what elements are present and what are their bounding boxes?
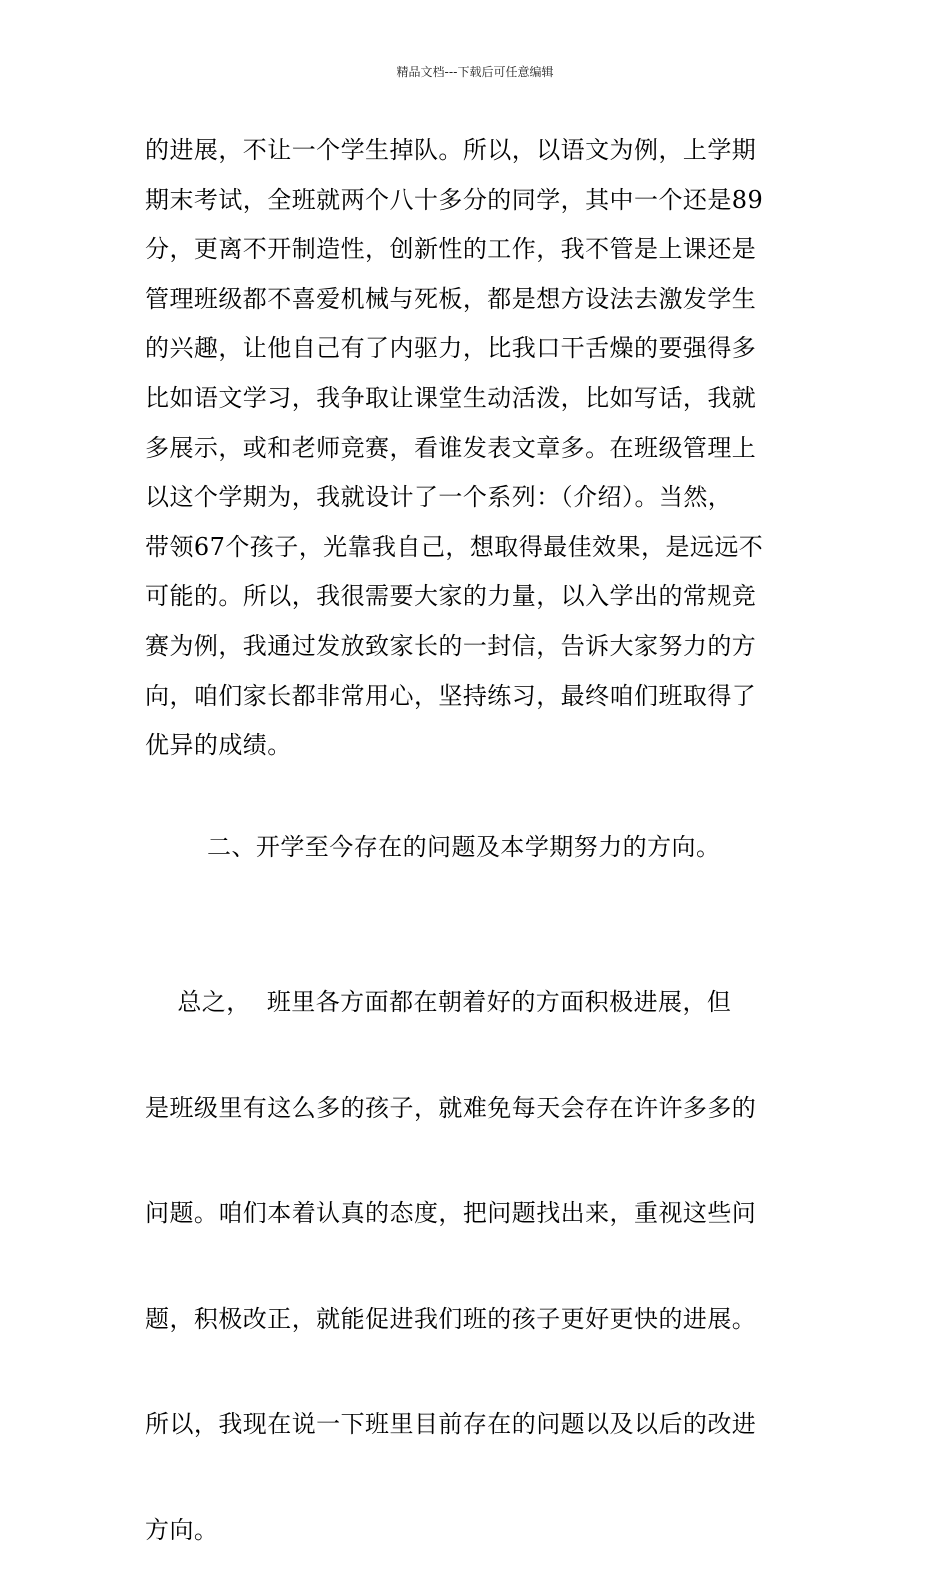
- paragraph-line: 总之， 班里各方面都在朝着好的方面积极进展，但: [145, 988, 732, 1016]
- paragraph-2: [145, 922, 817, 1584]
- paragraph-line: 分，更离不开制造性，创新性的工作，我不管是上课还是: [145, 235, 757, 264]
- paragraph-line: 问题。咱们本着认真的态度，把问题找出来，重视这些问: [145, 1199, 757, 1228]
- paragraph-line: 多展示，或和老师竞赛，看谁发表文章多。在班级管理上: [145, 433, 757, 462]
- paragraph-line: 的兴趣，让他自己有了内驱力，比我口干舌燥的要强得多: [145, 334, 757, 363]
- paragraph-line: 带领67个孩子，光靠我自己，想取得最佳效果，是远远不: [145, 532, 764, 561]
- paragraph-line: 的进展，不让一个学生掉队。所以，以语文为例，上学期: [145, 136, 757, 164]
- paragraph-line: 是班级里有这么多的孩子，就难免每天会存在许许多多的: [145, 1093, 757, 1122]
- paragraph-line: 方向。: [145, 1515, 219, 1544]
- paragraph-line: 赛为例，我通过发放致家长的一封信，告诉大家努力的方: [145, 631, 757, 660]
- paragraph-line: 比如语文学习，我争取让课堂生动活泼，比如写话，我就: [145, 383, 757, 412]
- paragraph-line: 管理班级都不喜爱机械与死板，都是想方设法去激发学生: [145, 284, 757, 313]
- section-heading: 二、开学至今存在的问题及本学期努力的方向。: [207, 833, 721, 861]
- paragraph-line: 题，积极改正，就能促进我们班的孩子更好更快的进展。: [145, 1304, 757, 1333]
- paragraph-line: 向，咱们家长都非常用心，坚持练习，最终咱们班取得了: [145, 681, 757, 710]
- paragraph-line: 以这个学期为，我就设计了一个系列：（介绍）。当然，: [145, 483, 733, 512]
- paragraph-line: 可能的。所以，我很需要大家的力量，以入学出的常规竞: [145, 582, 757, 611]
- paragraph-line: 所以，我现在说一下班里目前存在的问题以及以后的改进: [145, 1410, 757, 1439]
- paragraph-1: [145, 126, 817, 771]
- page-header: 精品文档---下载后可任意编辑: [396, 65, 554, 79]
- paragraph-line: 期末考试，全班就两个八十多分的同学，其中一个还是89: [145, 185, 764, 214]
- paragraph-line: 优异的成绩。: [145, 731, 292, 760]
